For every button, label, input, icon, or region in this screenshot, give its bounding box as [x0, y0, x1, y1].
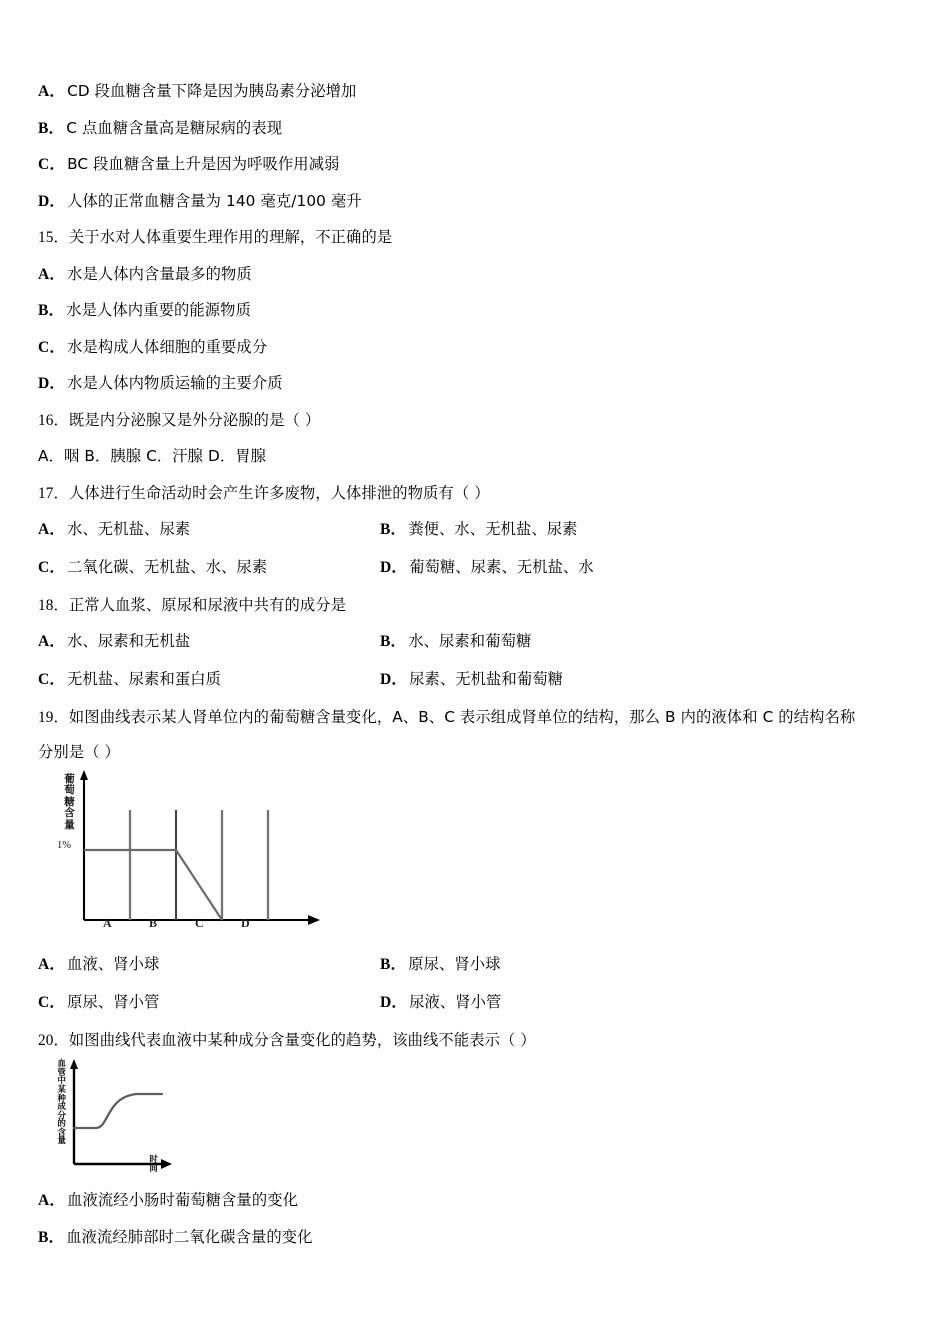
option-label: C． [38, 993, 66, 1011]
option-text: 水是构成人体细胞的重要成分 [67, 337, 268, 356]
option-row[interactable] [38, 118, 898, 137]
option-cell[interactable] [38, 519, 191, 538]
option-cell[interactable] [380, 557, 594, 576]
chart-x-segment-labels [52, 916, 352, 932]
option-text: 水、无机盐、尿素 [67, 519, 191, 538]
option-cell[interactable] [38, 992, 160, 1011]
option-text: C 点血糖含量高是糖尿病的表现 [66, 118, 283, 137]
option-text: 水是人体内含量最多的物质 [67, 264, 252, 283]
question-stem-text: 关于水对人体重要生理作用的理解，不正确的是 [68, 228, 393, 247]
option-cell[interactable] [38, 954, 160, 973]
option-label: A． [38, 83, 66, 100]
option-label: A． [38, 1192, 66, 1210]
question-stem [38, 230, 898, 245]
option-label: A． [38, 520, 66, 538]
segment-label-d: D [241, 915, 250, 930]
question-stem-text: 分别是（ ） [38, 742, 120, 761]
y-axis-char: 成 [57, 1101, 66, 1112]
option-cell[interactable] [38, 672, 221, 688]
y-axis-char: 某 [57, 1083, 66, 1094]
option-text: 血液、肾小球 [67, 954, 160, 973]
option-row[interactable] [38, 376, 898, 392]
option-row[interactable] [38, 1227, 898, 1246]
option-label: C． [38, 558, 66, 576]
figure-blood-component-chart [52, 1056, 202, 1181]
option-row [38, 557, 898, 577]
option-row [38, 954, 898, 974]
chart-y-axis-label [62, 774, 77, 832]
option-text: 血液流经肺部时二氧化碳含量的变化 [66, 1227, 313, 1246]
option-label: A． [38, 955, 66, 973]
option-label: B． [380, 955, 407, 973]
question-number: 16． [38, 412, 69, 430]
y-axis-char: 中 [57, 1075, 66, 1086]
chart-x-axis-label [148, 1155, 159, 1172]
segment-label-b: B [149, 915, 158, 930]
option-label: D． [380, 671, 408, 689]
question-number: 18． [38, 596, 69, 614]
question-stem-text: 正常人血浆、原尿和尿液中共有的成分是 [68, 595, 347, 614]
option-row [38, 519, 898, 539]
segment-label-c: C [195, 915, 204, 930]
question-stem [38, 595, 898, 614]
option-label: C． [38, 671, 66, 689]
option-row [38, 992, 898, 1012]
option-row-inline[interactable] [38, 449, 898, 464]
option-row[interactable] [38, 1193, 898, 1209]
y-axis-char: 萄 [64, 784, 75, 797]
question-stem [38, 483, 898, 502]
option-text: 水是人体内重要的能源物质 [66, 301, 251, 320]
option-cell[interactable] [380, 954, 501, 973]
y-axis-char: 含 [64, 807, 75, 820]
option-row[interactable] [38, 84, 898, 100]
option-cell[interactable] [38, 634, 190, 650]
question-stem [38, 1030, 898, 1049]
option-text: 无机盐、尿素和蛋白质 [67, 670, 222, 689]
option-text: 尿素、无机盐和葡萄糖 [409, 670, 564, 689]
question-stem [38, 710, 898, 725]
y-axis-char: 管 [57, 1066, 66, 1077]
option-label: B． [38, 1228, 65, 1246]
option-row[interactable] [38, 191, 898, 210]
question-stem-continued [38, 742, 898, 761]
option-row [38, 634, 898, 651]
y-axis-arrow [70, 1059, 78, 1069]
y-axis-arrow [80, 770, 88, 780]
y-axis-char: 糖 [64, 795, 75, 808]
question-block-q17 [38, 483, 898, 577]
question-block-q14-options [38, 84, 898, 209]
option-label: C． [38, 156, 66, 174]
question-number: 15． [38, 229, 69, 247]
y-axis-char: 含 [57, 1126, 66, 1137]
option-text: 水、尿素和葡萄糖 [408, 632, 532, 651]
question-stem-text: 人体进行生命活动时会产生许多废物，人体排泄的物质有（ ） [68, 483, 490, 502]
option-label: D． [38, 192, 66, 210]
option-cell[interactable] [380, 519, 578, 538]
option-cell[interactable] [380, 992, 502, 1011]
question-block-q15 [38, 230, 898, 392]
question-block-q16 [38, 413, 898, 465]
option-text: 粪便、水、无机盐、尿素 [408, 519, 578, 538]
question-block-q18 [38, 595, 898, 689]
y-axis-char: 种 [57, 1092, 66, 1103]
question-stem [38, 413, 898, 428]
option-cell[interactable] [38, 557, 268, 576]
y-axis-char: 葡 [64, 772, 75, 785]
chart-svg [52, 1056, 202, 1181]
question-stem-text: 如图曲线表示某人肾单位内的葡萄糖含量变化，A、B、C 表示组成肾单位的结构，那么 B 内的液体和 C 的结构名称 [68, 708, 856, 727]
x-axis-arrow [161, 1159, 172, 1169]
segment-label-a: A [103, 915, 112, 930]
figure-nephron-glucose-chart [52, 768, 352, 943]
option-row[interactable] [38, 264, 898, 283]
option-text: 血液流经小肠时葡萄糖含量的变化 [67, 1191, 299, 1210]
option-cell[interactable] [380, 634, 531, 650]
option-text: 水、尿素和无机盐 [67, 632, 191, 651]
option-row[interactable] [38, 157, 898, 173]
option-label: B． [38, 302, 65, 320]
x-axis-char: 时 [149, 1154, 158, 1165]
chart-y-tick-label: 1% [57, 839, 71, 851]
option-label: B． [380, 633, 407, 651]
option-label: A． [38, 633, 66, 651]
y-axis-char: 量 [64, 818, 75, 831]
option-text: 水是人体内物质运输的主要介质 [67, 374, 283, 393]
option-label: C． [38, 338, 66, 356]
option-text: 人体的正常血糖含量为 140 毫克/100 毫升 [67, 191, 362, 210]
option-text: CD 段血糖含量下降是因为胰岛素分泌增加 [67, 82, 357, 100]
option-label: D． [38, 375, 66, 393]
option-text: 原尿、肾小球 [408, 954, 501, 973]
question-number: 19． [38, 709, 69, 727]
option-row [38, 672, 898, 689]
chart-y-axis-label [56, 1059, 67, 1145]
question-stem-text: 既是内分泌腺又是外分泌腺的是（ ） [68, 411, 321, 430]
option-text: 原尿、肾小管 [67, 992, 160, 1011]
question-number: 17． [38, 484, 69, 502]
glucose-curve [84, 850, 222, 920]
question-number: 20． [38, 1031, 69, 1049]
question-stem-text: 如图曲线代表血液中某种成分含量变化的趋势，该曲线不能表示（ ） [68, 1030, 536, 1049]
option-row[interactable] [38, 303, 898, 319]
question-block-q20 [38, 1030, 898, 1246]
y-axis-char: 的 [57, 1118, 66, 1129]
question-block-q19 [38, 710, 898, 1012]
option-label: A． [38, 265, 66, 283]
option-label: B． [380, 520, 407, 538]
option-label: D． [380, 993, 408, 1011]
y-axis-char: 量 [57, 1135, 66, 1146]
option-label: D． [380, 558, 408, 576]
option-text: BC 段血糖含量上升是因为呼吸作用减弱 [67, 155, 340, 174]
y-axis-char: 分 [57, 1109, 66, 1120]
option-row[interactable] [38, 337, 898, 356]
x-axis-char: 间 [149, 1162, 158, 1173]
option-cell[interactable] [380, 672, 563, 688]
option-label: B． [38, 119, 65, 137]
y-axis-char: 血 [57, 1058, 66, 1069]
option-text: 葡萄糖、尿素、无机盐、水 [409, 557, 594, 576]
option-text: 尿液、肾小管 [409, 992, 502, 1011]
blood-component-curve [74, 1094, 162, 1128]
option-text: 二氧化碳、无机盐、水、尿素 [67, 557, 268, 576]
option-text: A．咽 B．胰腺 C．汗腺 D．胃腺 [38, 447, 267, 466]
